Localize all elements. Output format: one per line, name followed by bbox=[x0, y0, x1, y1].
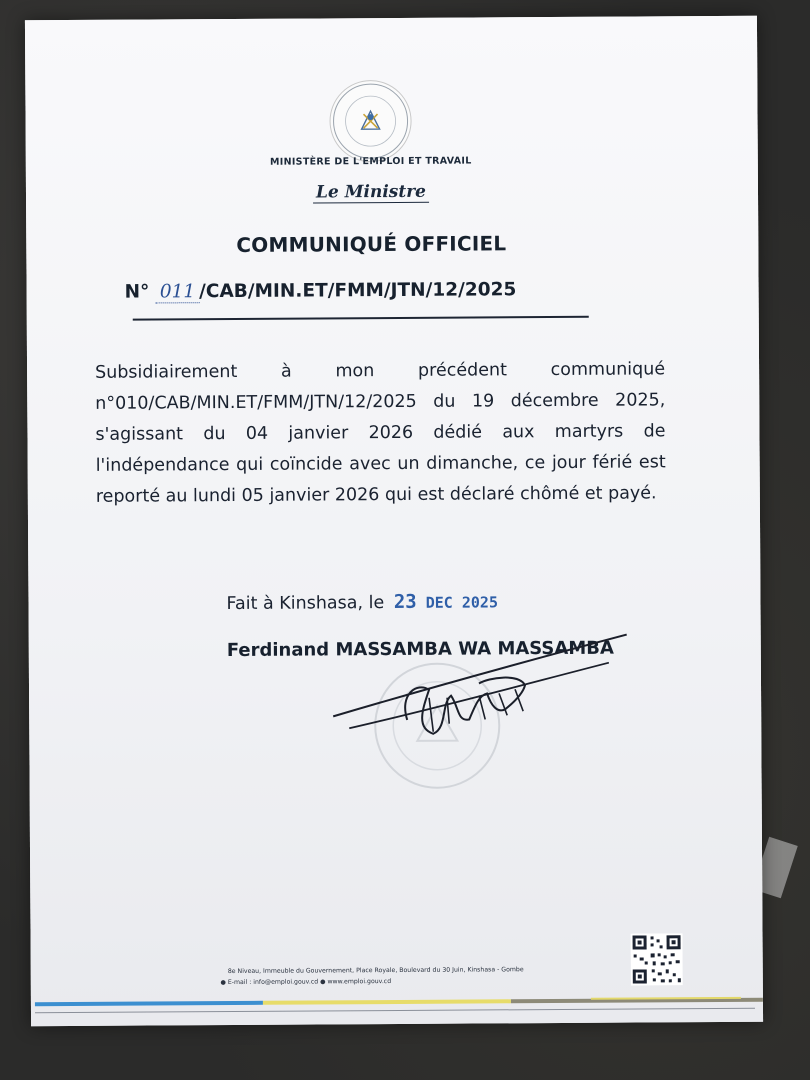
date-stamp bbox=[393, 590, 499, 614]
footer-bottom-line bbox=[35, 1008, 755, 1013]
communique-body: Subsidiairement à mon précédent communiqué n°010/CAB/MIN.ET/FMM/JTN/12/2025 du 19 décembre 2025, s'agissant du 04 janvier 2026 dédié aux martyrs de l'indépendance qui coïncide avec un dimanche, ce jour férié est reporté au lundi 05 janvier 2026 qui est déclaré chômé et payé. bbox=[95, 359, 666, 507]
government-seal-icon bbox=[329, 80, 411, 162]
signer-first-name: Ferdinand bbox=[226, 639, 330, 662]
reference-number bbox=[125, 279, 517, 302]
qr-code-icon bbox=[631, 933, 683, 985]
footer-address: 8e Niveau, Immeuble du Gouvernement, Place Royale, Boulevard du 30 Juin, Kinshasa - Gombe bbox=[227, 966, 524, 976]
title-divider bbox=[133, 316, 589, 321]
place-and-date bbox=[226, 590, 498, 614]
office-title-text: Le Ministre bbox=[313, 182, 429, 204]
handwritten-signature-icon bbox=[329, 623, 630, 755]
footer-stripe-blue bbox=[35, 1001, 263, 1006]
footer-contact: ● E-mail : info@emploi.gouv.cd ● www.emploi.gouv.cd bbox=[220, 978, 392, 987]
place-text: Fait à Kinshasa, le bbox=[226, 593, 385, 615]
date-stamp-day: 23 bbox=[393, 590, 417, 614]
reference-handwritten-number: 011 bbox=[156, 281, 199, 303]
reference-prefix: N° bbox=[124, 281, 150, 303]
document-title: COMMUNIQUÉ OFFICIEL bbox=[236, 231, 507, 257]
date-stamp-month-year: DEC 2025 bbox=[425, 593, 499, 612]
footer-stripe-yellow bbox=[263, 999, 511, 1005]
signer-last-name: MASSAMBA WA MASSAMBA bbox=[335, 637, 614, 661]
office-title bbox=[26, 180, 716, 204]
reference-suffix: /CAB/MIN.ET/FMM/JTN/12/2025 bbox=[199, 279, 517, 303]
ministry-name: MINISTÈRE DE L'EMPLOI ET TRAVAIL bbox=[269, 155, 472, 168]
document-page bbox=[25, 16, 763, 1026]
